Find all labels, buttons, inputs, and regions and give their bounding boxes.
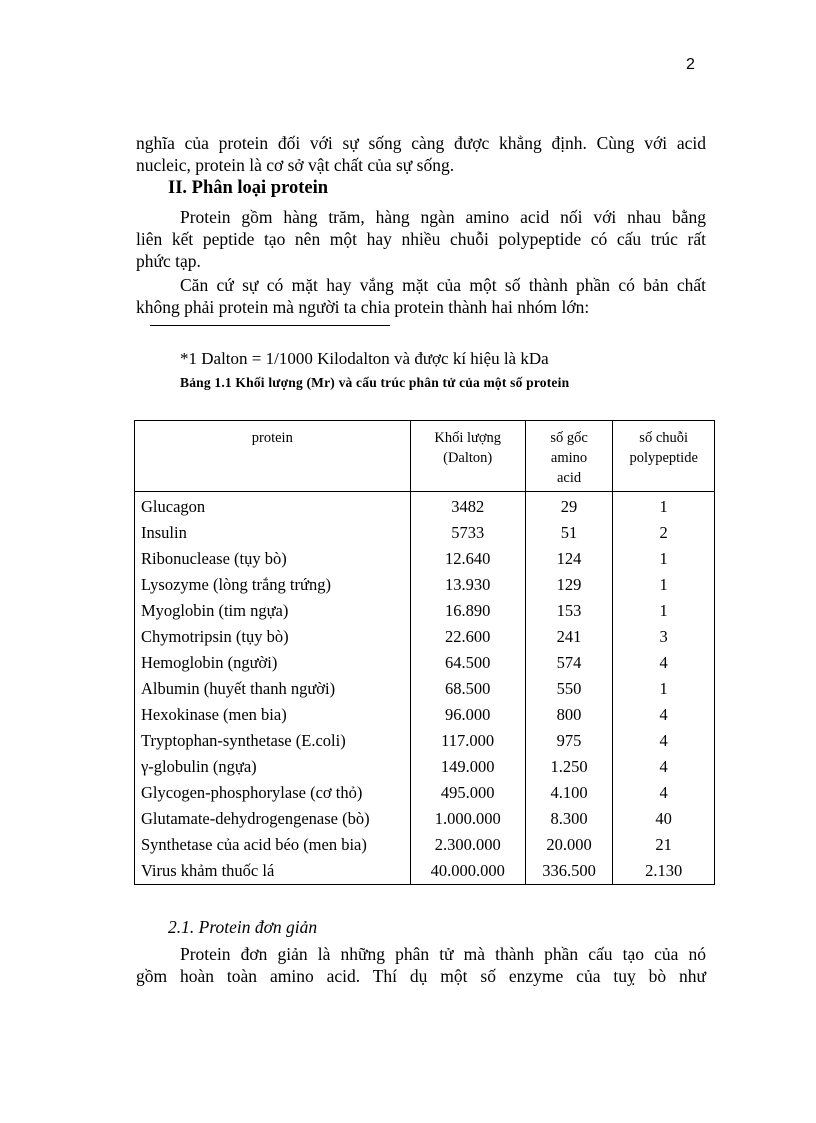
cell-amino-acids: 29 — [525, 492, 613, 521]
cell-chains: 1 — [613, 676, 715, 702]
cell-mass: 40.000.000 — [410, 858, 525, 885]
paragraph-line: liên kết peptide tạo nên một hay nhiều chuỗi polypeptide có cấu trúc rất — [136, 229, 706, 249]
header-amino-acids — [525, 421, 613, 492]
cell-mass: 149.000 — [410, 754, 525, 780]
cell-amino-acids: 20.000 — [525, 832, 613, 858]
cell-mass: 96.000 — [410, 702, 525, 728]
cell-chains: 4 — [613, 728, 715, 754]
cell-mass: 117.000 — [410, 728, 525, 754]
cell-chains: 4 — [613, 702, 715, 728]
cell-protein-name: γ-globulin (ngựa) — [135, 754, 411, 780]
cell-amino-acids: 51 — [525, 520, 613, 546]
table-row — [135, 676, 715, 702]
table-row — [135, 598, 715, 624]
cell-amino-acids: 975 — [525, 728, 613, 754]
table-row — [135, 832, 715, 858]
cell-protein-name: Lysozyme (lòng trắng trứng) — [135, 572, 411, 598]
cell-protein-name: Hemoglobin (người) — [135, 650, 411, 676]
header-mass — [410, 421, 525, 492]
cell-amino-acids: 1.250 — [525, 754, 613, 780]
table-row — [135, 546, 715, 572]
footnote: *1 Dalton = 1/1000 Kilodalton và được kí hiệu là kDa — [180, 349, 549, 368]
table-row — [135, 858, 715, 885]
cell-amino-acids: 574 — [525, 650, 613, 676]
cell-chains: 3 — [613, 624, 715, 650]
cell-amino-acids: 241 — [525, 624, 613, 650]
header-protein: protein — [135, 421, 411, 492]
table-row — [135, 492, 715, 521]
intro-line: nucleic, protein là cơ sở vật chất của sự sống. — [136, 155, 455, 175]
cell-mass: 1.000.000 — [410, 806, 525, 832]
table-row — [135, 572, 715, 598]
cell-chains: 2.130 — [613, 858, 715, 885]
table-row — [135, 624, 715, 650]
paragraph-classification — [136, 274, 706, 318]
cell-mass: 12.640 — [410, 546, 525, 572]
cell-protein-name: Ribonuclease (tụy bò) — [135, 546, 411, 572]
cell-mass: 3482 — [410, 492, 525, 521]
table-row — [135, 780, 715, 806]
table-row — [135, 728, 715, 754]
cell-protein-name: Virus khảm thuốc lá — [135, 858, 411, 885]
protein-table — [134, 420, 715, 885]
cell-chains: 1 — [613, 546, 715, 572]
cell-amino-acids: 129 — [525, 572, 613, 598]
cell-mass: 2.300.000 — [410, 832, 525, 858]
cell-mass: 64.500 — [410, 650, 525, 676]
cell-protein-name: Tryptophan-synthetase (E.coli) — [135, 728, 411, 754]
footnote-divider — [150, 325, 390, 326]
cell-amino-acids: 8.300 — [525, 806, 613, 832]
cell-protein-name: Chymotripsin (tụy bò) — [135, 624, 411, 650]
cell-chains: 4 — [613, 780, 715, 806]
intro-line: nghĩa của protein đối với sự sống càng được khẳng định. Cùng với acid — [136, 133, 706, 153]
header-chain-line: polypeptide — [629, 450, 698, 466]
cell-mass: 22.600 — [410, 624, 525, 650]
cell-protein-name: Synthetase của acid béo (men bia) — [135, 832, 411, 858]
cell-chains: 1 — [613, 492, 715, 521]
cell-chains: 21 — [613, 832, 715, 858]
cell-protein-name: Glycogen-phosphorylase (cơ thỏ) — [135, 780, 411, 806]
cell-mass: 13.930 — [410, 572, 525, 598]
cell-mass: 16.890 — [410, 598, 525, 624]
intro-paragraph — [136, 132, 706, 176]
cell-chains: 1 — [613, 572, 715, 598]
subsection-heading: 2.1. Protein đơn giản — [168, 917, 318, 937]
cell-protein-name: Albumin (huyết thanh người) — [135, 676, 411, 702]
paragraph-simple-protein — [136, 943, 706, 987]
cell-chains: 4 — [613, 650, 715, 676]
header-aa-line: amino — [550, 450, 588, 466]
cell-chains: 1 — [613, 598, 715, 624]
header-mass-line: Khối lượng — [434, 430, 502, 446]
header-mass-line: (Dalton) — [443, 450, 493, 466]
paragraph-line: gồm hoàn toàn amino acid. Thí dụ một số enzyme của tuỵ bò như — [136, 966, 706, 986]
table-row — [135, 754, 715, 780]
cell-chains: 40 — [613, 806, 715, 832]
paragraph-line: Protein gồm hàng trăm, hàng ngàn amino acid nối với nhau bằng — [180, 207, 706, 227]
table-row — [135, 806, 715, 832]
cell-mass: 68.500 — [410, 676, 525, 702]
cell-mass: 5733 — [410, 520, 525, 546]
header-aa-line: acid — [556, 470, 582, 486]
cell-amino-acids: 336.500 — [525, 858, 613, 885]
table-row — [135, 520, 715, 546]
table-row — [135, 702, 715, 728]
section-heading: II. Phân loại protein — [168, 178, 329, 198]
cell-amino-acids: 550 — [525, 676, 613, 702]
cell-chains: 2 — [613, 520, 715, 546]
table-row — [135, 650, 715, 676]
cell-amino-acids: 153 — [525, 598, 613, 624]
cell-chains: 4 — [613, 754, 715, 780]
paragraph-line: Protein đơn giản là những phân tử mà thành phần cấu tạo của nó — [180, 944, 706, 964]
table-caption: Bảng 1.1 Khối lượng (Mr) và cấu trúc phân tử của một số protein — [180, 375, 570, 390]
header-aa-line: số gốc — [550, 430, 588, 446]
cell-amino-acids: 124 — [525, 546, 613, 572]
header-chains — [613, 421, 715, 492]
cell-protein-name: Myoglobin (tim ngựa) — [135, 598, 411, 624]
page-number: 2 — [686, 56, 696, 73]
cell-protein-name: Glutamate-dehydrogengenase (bò) — [135, 806, 411, 832]
header-chain-line: số chuỗi — [639, 430, 689, 446]
paragraph-line: phức tạp. — [136, 251, 201, 271]
cell-mass: 495.000 — [410, 780, 525, 806]
cell-amino-acids: 4.100 — [525, 780, 613, 806]
cell-amino-acids: 800 — [525, 702, 613, 728]
table-header-row — [135, 421, 715, 492]
cell-protein-name: Hexokinase (men bia) — [135, 702, 411, 728]
paragraph-protein-structure — [136, 206, 706, 272]
paragraph-line: không phải protein mà người ta chia protein thành hai nhóm lớn: — [136, 297, 590, 317]
cell-protein-name: Glucagon — [135, 492, 411, 521]
paragraph-line: Căn cứ sự có mặt hay vắng mặt của một số thành phần có bản chất — [180, 275, 706, 295]
cell-protein-name: Insulin — [135, 520, 411, 546]
